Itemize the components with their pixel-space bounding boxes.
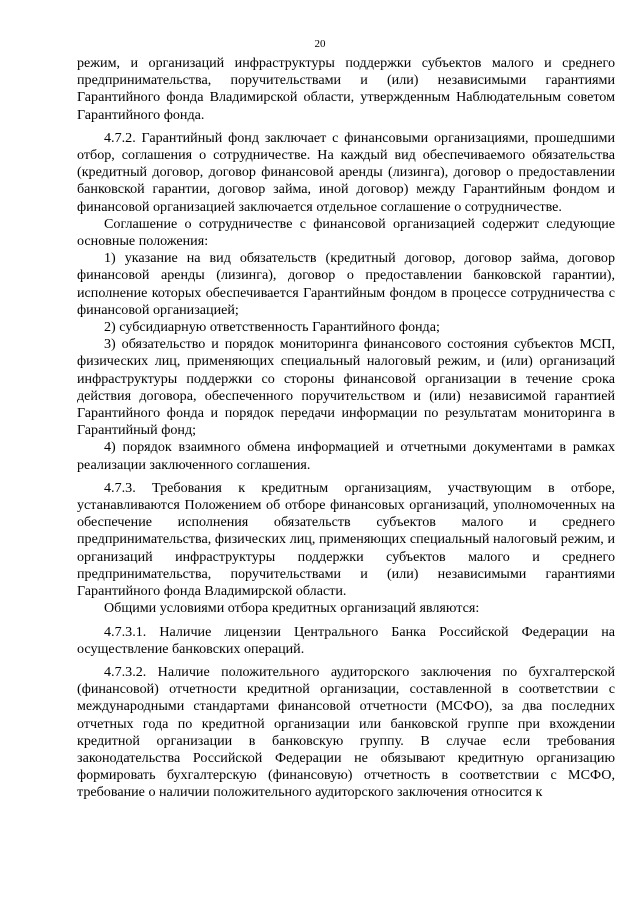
paragraph: Общими условиями отбора кредитных организаций являются: xyxy=(104,600,480,617)
page-number: 20 xyxy=(314,38,326,50)
paragraph: 4.7.3.2. Наличие положительного аудиторского заключения по бухгалтерской (финансовой) отчетности кредитной организации, составленной в соответствии с международными стандартами финансовой отчетности (МСФО), за два последних отчетных года по кредитной организации или банковской группе при вхождении кредитной организации в банковскую группу. В случае если требования законодательства Российской Федерации не обязывают кредитную организацию формировать бухгалтерскую (финансовую) отчетность в соответствии с МСФО, требование о наличии положительного аудиторского заключения относится к xyxy=(77,663,615,801)
paragraph: 4.7.3. Требования к кредитным организациям, участвующим в отборе, устанавливаются Положением об отборе финансовых организаций, уполномоченных на обеспечение исполнения обязательств субъектов малого и среднего предпринимательства, физических лиц, применяющих специальный налоговый режим, и организаций инфраструктуры поддержки субъектов малого и среднего предпринимательства, поручительствами и (или) независимыми гарантиями Гарантийного фонда Владимирской области. xyxy=(77,479,615,600)
paragraph: 4) порядок взаимного обмена информацией и отчетными документами в рамках реализации заключенного соглашения. xyxy=(77,439,615,473)
paragraph: 1) указание на вид обязательств (кредитный договор, договор займа, договор финансовой аренды (лизинга), договор о предоставлении банковской гарантии), исполнение которых обеспечивается Гарантийным фондом в процессе сотрудничества с финансовой организацией; xyxy=(77,250,615,318)
paragraph: 3) обязательство и порядок мониторинга финансового состояния субъектов МСП, физических лиц, применяющих специальный налоговый режим, и (или) организаций инфраструктуры поддержки со стороны финансовой организации в течение срока действия договора, обеспеченного поручительством и (или) независимой гарантией Гарантийного фонда и порядок передачи информации по результатам мониторинга в Гарантийный фонд; xyxy=(77,336,615,439)
document-body xyxy=(77,55,615,808)
paragraph: Соглашение о сотрудничестве с финансовой организацией содержит следующие основные положения: xyxy=(77,215,615,250)
paragraph: 2) субсидиарную ответственность Гарантийного фонда; xyxy=(104,319,440,336)
paragraph: 4.7.2. Гарантийный фонд заключает с финансовыми организациями, прошедшими отбор, соглашения о сотрудничестве. На каждый вид обеспечиваемого обязательства (кредитный договор, договор финансовой аренды (лизинга), договор о предоставлении банковской гарантии, договор займа, иной договор) между Гарантийным фондом и финансовой организацией заключается отдельное соглашение о сотрудничестве. xyxy=(77,129,615,215)
paragraph: 4.7.3.1. Наличие лицензии Центрального Банка Российской Федерации на осуществление банковских операций. xyxy=(77,623,615,657)
paragraph: режим, и организаций инфраструктуры поддержки субъектов малого и среднего предпринимательства, поручительствами и (или) независимыми гарантиями Гарантийного фонда Владимирской области, утвержденным Наблюдательным советом Гарантийного фонда. xyxy=(77,55,615,123)
